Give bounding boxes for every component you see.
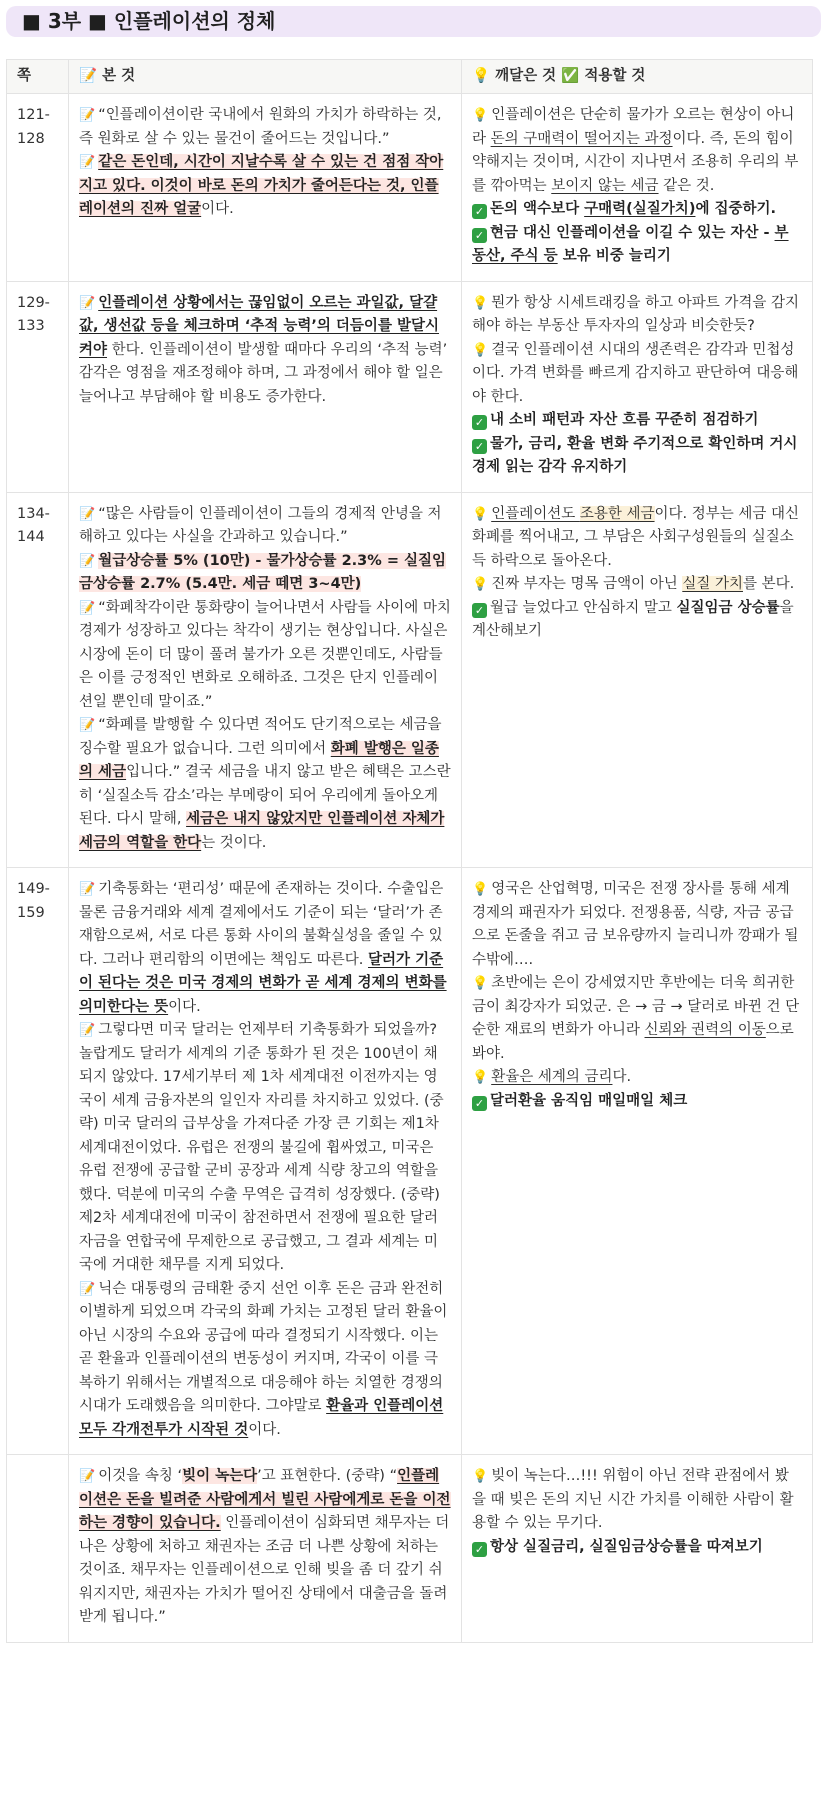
insight-text: 뭔가 항상 시세트래킹을 하고 아파트 가격을 감지해야 하는 부동산 투자자의 일상과 비슷한듯?	[472, 294, 799, 334]
checkmark-icon: ✓	[472, 603, 487, 618]
insight-text: 항상 실질금리, 실질임금상승률을 따져보기	[490, 1538, 763, 1555]
page-range	[7, 1455, 69, 1643]
text-text: 인플레이션이 심화되면 채무자는 더 나은 상황에 처하고 채권자는 조금 더 나쁜 상황에 처하는 것이죠. 채무자는 인플레이션으로 인해 빚을 좀 더 갚기 쉬워지지만, 채권자는 가치가 떨어진 상태에서 대출금을 돌려받게 됩니다.”	[79, 1515, 450, 1625]
reading-notes-table	[6, 59, 813, 1643]
insight-cell	[462, 492, 813, 868]
memo-icon: 📝	[79, 718, 96, 733]
quote-cell	[69, 94, 462, 282]
text-text: 닉슨 대통령의 금태환 중지 선언 이후 돈은 금과 완전히 이별하게 되었으며 각국의 화폐 가치는 고정된 달러 환율이 아닌 시장의 수요와 공급에 따라 결정되기 시작했다. 이는 곧 환율과 인플레이션의 변동성이 커지며, 각국이 이를 극복하기 위해서는 개별적으로 대응해야 하는 치열한 경쟁의 시대가 도래했음을 의미한다. 그야말로	[79, 1280, 448, 1414]
insight-paragraph	[472, 972, 802, 1066]
text-text: 이다.	[248, 1421, 281, 1438]
lightbulb-icon: 💡	[472, 882, 489, 897]
text-text: “많은 사람들이 인플레이션이 그들의 경제적 안녕을 저해하고 있다는 사실을 간과하고 있습니다.”	[79, 505, 442, 545]
table-header-row	[7, 60, 813, 94]
memo-icon: 📝	[79, 1023, 96, 1038]
insight-text: 으로 봐야.	[472, 1022, 794, 1062]
insight-text: 같은 것.	[658, 177, 715, 194]
header-page: 쪽	[7, 60, 69, 94]
lightbulb-icon: 💡	[472, 342, 489, 358]
insight-text: 돈의 구매력이 떨어지는 과정	[490, 130, 673, 147]
insight-paragraph	[472, 1465, 802, 1536]
insight-text: 신뢰와 권력의 이동	[644, 1022, 766, 1038]
memo-icon: 📝	[79, 155, 96, 170]
checkmark-icon: ✓	[472, 228, 487, 243]
memo-icon: 📝	[79, 506, 96, 522]
text-text: 화폐 발행은 일종의 세금	[79, 740, 439, 780]
insight-paragraph	[472, 339, 802, 410]
memo-icon: 📝	[79, 600, 96, 616]
insight-paragraph	[472, 1066, 802, 1090]
quote-cell	[69, 281, 462, 492]
text-text: 월급상승률 5% (10만) - 물가상승률 2.3% = 실질임금상승률 2.7% (5.4만. 세금 떼면 3~4만)	[79, 552, 447, 592]
text-text: 입니다.” 결국 세금을 내지 않고 받은 혜택은 고스란히 ‘실질소득 감소’라는 부메랑이 되어 우리에게 돌아오게 된다. 다시 말해,	[79, 764, 451, 827]
table-row	[7, 281, 813, 492]
insight-text: 환율은 세계의 금리	[491, 1069, 613, 1085]
insight-paragraph	[472, 104, 802, 198]
page-range: 121- 128	[7, 94, 69, 282]
text-text: 이것을 속칭 ‘	[98, 1468, 183, 1484]
memo-icon: 📝	[79, 108, 96, 123]
memo-icon: 📝	[79, 1469, 96, 1484]
insight-paragraph	[472, 222, 802, 269]
page-range: 149- 159	[7, 868, 69, 1455]
header-insight: 💡 깨달은 것 ✅ 적용할 것	[462, 60, 813, 94]
insight-paragraph	[472, 433, 802, 480]
insight-text: 보이지 않는 세금	[551, 177, 659, 194]
insight-paragraph	[472, 409, 802, 433]
lightbulb-icon: 💡	[472, 1070, 489, 1085]
insight-text: 빚이 녹는다…!!! 위험이 아닌 전략 관점에서 봤을 때 빚은 돈의 지닌 시간 가치를 이해한 사람이 활용할 수 있는 무기다.	[472, 1468, 794, 1531]
insight-paragraph	[472, 597, 802, 644]
insight-paragraph	[472, 1536, 802, 1560]
quote-cell	[69, 868, 462, 1455]
text-text: 인플레이션은 돈을 빌려준 사람에게서 빌린 사람에게로 돈을 이전하는 경향이 있습니다.	[79, 1468, 451, 1531]
text-text: 는 것이다.	[201, 834, 267, 851]
text-paragraph	[79, 104, 451, 151]
checkmark-icon: ✓	[472, 415, 487, 430]
text-text: 그렇다면 미국 달러는 언제부터 기축통화가 되었을까? 놀랍게도 달러가 세계의 기준 통화가 된 것은 100년이 채 되지 않았다. 17세기부터 제 1차 세계대전 이전까지는 영국이 세계 금융자본의 일인자 자리를 차지하고 있었다. (중략) 미국 달러의 급부상을 가져다준 가장 큰 기회는 제1차 세계대전이었다. 유럽은 전쟁의 불길에 휩싸였고, 미국은 유럽 전쟁에 공급할 군비 공장과 세계 식량 창고의 역할을 했다. 덕분에 미국의 수출 무역은 급격히 성장했다. (중략) 제2차 세계대전에 미국이 참전하면서 전쟁에 필요한 달러 자금을 연합국에 무제한으로 공급했고, 그 결과 세계는 미국에 거대한 채무를 지게 되었다.	[79, 1022, 444, 1273]
text-text: “인플레이션이란 국내에서 원화의 가치가 하락하는 것, 즉 원화로 살 수 있는 물건이 줄어드는 것입니다.”	[79, 107, 442, 147]
lightbulb-icon: 💡	[472, 506, 489, 522]
insight-text: 결국 인플레이션 시대의 생존력은 감각과 민첩성이다. 가격 변화를 빠르게 감지하고 판단하여 대응해야 한다.	[472, 341, 799, 405]
table-row	[7, 1455, 813, 1643]
text-text: 달러가 기준이 된다는 것은 미국 경제의 변화가 곧 세계 경제의 변화를 의미한다는 뜻	[79, 951, 447, 1015]
section-title: ■ 3부 ■ 인플레이션의 정체	[6, 6, 821, 37]
insight-text: 부동산, 주식 등	[472, 224, 789, 264]
text-text: 빚이 녹는다	[182, 1468, 258, 1484]
quote-cell	[69, 1455, 462, 1643]
text-text: “화폐착각이란 통화량이 늘어나면서 사람들 사이에 마치 경제가 성장하고 있다는 착각이 생기는 현상입니다. 사실은 시장에 돈이 더 많이 풀려 불가가 오른 것뿐인데도, 사람들은 이를 긍정적인 변화로 오해하죠. 그것은 단지 인플레이션일 뿐인데 말이죠.”	[79, 599, 451, 710]
text-paragraph	[79, 292, 451, 410]
text-paragraph	[79, 1019, 451, 1278]
insight-text: 이다. 즉, 돈의 힘이 약해지는 것이며, 시간이 지나면서 조용히 우리의 부를 깎아먹는	[472, 130, 799, 194]
insight-paragraph	[472, 198, 802, 222]
insight-paragraph	[472, 1090, 802, 1114]
insight-text: 내 소비 패턴과 자산 흐름 꾸준히 점검하기	[490, 412, 759, 428]
insight-text: 보유 비중 늘리기	[557, 248, 671, 264]
insight-text: 진짜 부자는 명목 금액이 아닌	[491, 576, 683, 592]
memo-icon: 📝	[79, 1281, 96, 1297]
text-text: 세금은 내지 않았지만 인플레이션 자체가 세금의 역할을 한다	[79, 811, 445, 851]
insight-text: 실질 가치	[682, 576, 743, 592]
insight-text: 영국은 산업혁명, 미국은 전쟁 장사를 통해 세계 경제의 패권자가 되었다. 전쟁용품, 식량, 자금 공급으로 돈줄을 쥐고 금 보유량까지 늘리니까 깡패가 될 수밖에….	[472, 881, 799, 968]
insight-text: 물가, 금리, 환율 변화 주기적으로 확인하며 거시경제 읽는 감각 유지하기	[472, 435, 798, 475]
insight-text: 달러환율 움직임 매일매일 체크	[490, 1092, 688, 1109]
header-text: 📝 본 것	[69, 60, 462, 94]
memo-icon: 📝	[79, 882, 96, 897]
insight-text: 에 집중하기.	[695, 201, 777, 217]
insight-text: 인플레이션은 단순히 물가가 오르는 현상이 아니라	[472, 107, 795, 147]
text-paragraph	[79, 503, 451, 550]
checkmark-icon: ✓	[472, 1542, 487, 1557]
insight-paragraph	[472, 503, 802, 574]
insight-cell	[462, 281, 813, 492]
quote-cell	[69, 492, 462, 868]
lightbulb-icon: 💡	[472, 295, 489, 311]
insight-text: 돈의 액수보다	[490, 201, 585, 217]
insight-text: 조용한 세금	[579, 505, 655, 522]
insight-text: 인플레이션도	[491, 505, 580, 522]
lightbulb-icon: 💡	[472, 1469, 489, 1484]
insight-text: 실질임금 상승률	[676, 599, 780, 616]
checkmark-icon: ✓	[472, 439, 487, 454]
insight-text: 다.	[612, 1069, 632, 1085]
text-text: 이다.	[201, 201, 234, 217]
memo-icon: 📝	[79, 553, 96, 569]
text-paragraph	[79, 878, 451, 1019]
text-text: 같은 돈인데, 시간이 지날수록 살 수 있는 건 점점 작아지고 있다. 이것이 바로 돈의 가치가 줄어든다는 것, 인플레이션의 진짜 얼굴	[79, 154, 444, 217]
text-text: 기축통화는 ‘편리성’ 때문에 존재하는 것이다. 수출입은 물론 금융거래와 세계 결제에서도 기준이 되는 ‘달러’가 존재함으로써, 서로 다른 통화 사이의 불확실성을 줄일 수 있다. 그러나 편리함의 이면에는 책임도 따른다.	[79, 881, 444, 968]
text-paragraph	[79, 597, 451, 715]
text-paragraph	[79, 714, 451, 855]
insight-text: 현금 대신 인플레이션을 이길 수 있는 자산 -	[490, 224, 775, 241]
insight-cell	[462, 94, 813, 282]
text-paragraph	[79, 151, 451, 222]
text-text: 인플레이션 상황에서는 끊임없이 오르는 과일값, 달걀값, 생선값 등을 체크하며 ‘추적 능력’의 더듬이를 발달시켜야	[79, 294, 440, 358]
lightbulb-icon: 💡	[472, 577, 489, 592]
lightbulb-icon: 💡	[472, 108, 489, 123]
page-range: 134- 144	[7, 492, 69, 868]
insight-cell	[462, 868, 813, 1455]
insight-text: 구매력(실질가치)	[584, 201, 696, 217]
checkmark-icon: ✓	[472, 204, 487, 219]
text-paragraph	[79, 550, 451, 597]
insight-paragraph	[472, 878, 802, 972]
checkmark-icon: ✓	[472, 1096, 487, 1111]
insight-text: 월급 늘었다고 안심하지 말고	[490, 599, 677, 616]
insight-paragraph	[472, 292, 802, 339]
insight-paragraph	[472, 573, 802, 597]
insight-text: 초반에는 은이 강세였지만 후반에는 더욱 희귀한 금이 최강자가 되었군. 은 → 금 → 달러로 바뀐 건 단순한 재료의 변화가 아니라	[472, 975, 800, 1038]
text-text: 이다.	[168, 998, 201, 1015]
page-range: 129- 133	[7, 281, 69, 492]
lightbulb-icon: 💡	[472, 976, 489, 991]
memo-icon: 📝	[79, 295, 96, 311]
table-row	[7, 492, 813, 868]
text-paragraph	[79, 1278, 451, 1443]
insight-text: 이다. 정부는 세금 대신 화폐를 찍어내고, 그 부담은 사회구성원들의 실질소득 하락으로 돌아온다.	[472, 505, 799, 569]
table-row	[7, 94, 813, 282]
insight-text: 를 본다.	[742, 576, 795, 592]
text-text: “화폐를 발행할 수 있다면 적어도 단기적으로는 세금을 징수할 필요가 없습니다. 그런 의미에서	[79, 717, 442, 757]
table-row	[7, 868, 813, 1455]
text-text: 한다. 인플레이션이 발생할 때마다 우리의 ‘추적 능력’ 감각은 영점을 재조정해야 하며, 그 과정에서 해야 할 일은 늘어나고 부담해야 할 비용도 증가한다.	[79, 341, 448, 405]
text-text: ’고 표현한다. (중략) “	[257, 1468, 398, 1484]
insight-cell	[462, 1455, 813, 1643]
text-text: 환율과 인플레이션 모두 각개전투가 시작된 것	[79, 1398, 444, 1438]
text-paragraph	[79, 1465, 451, 1630]
insight-text: 을 계산해보기	[472, 599, 794, 639]
